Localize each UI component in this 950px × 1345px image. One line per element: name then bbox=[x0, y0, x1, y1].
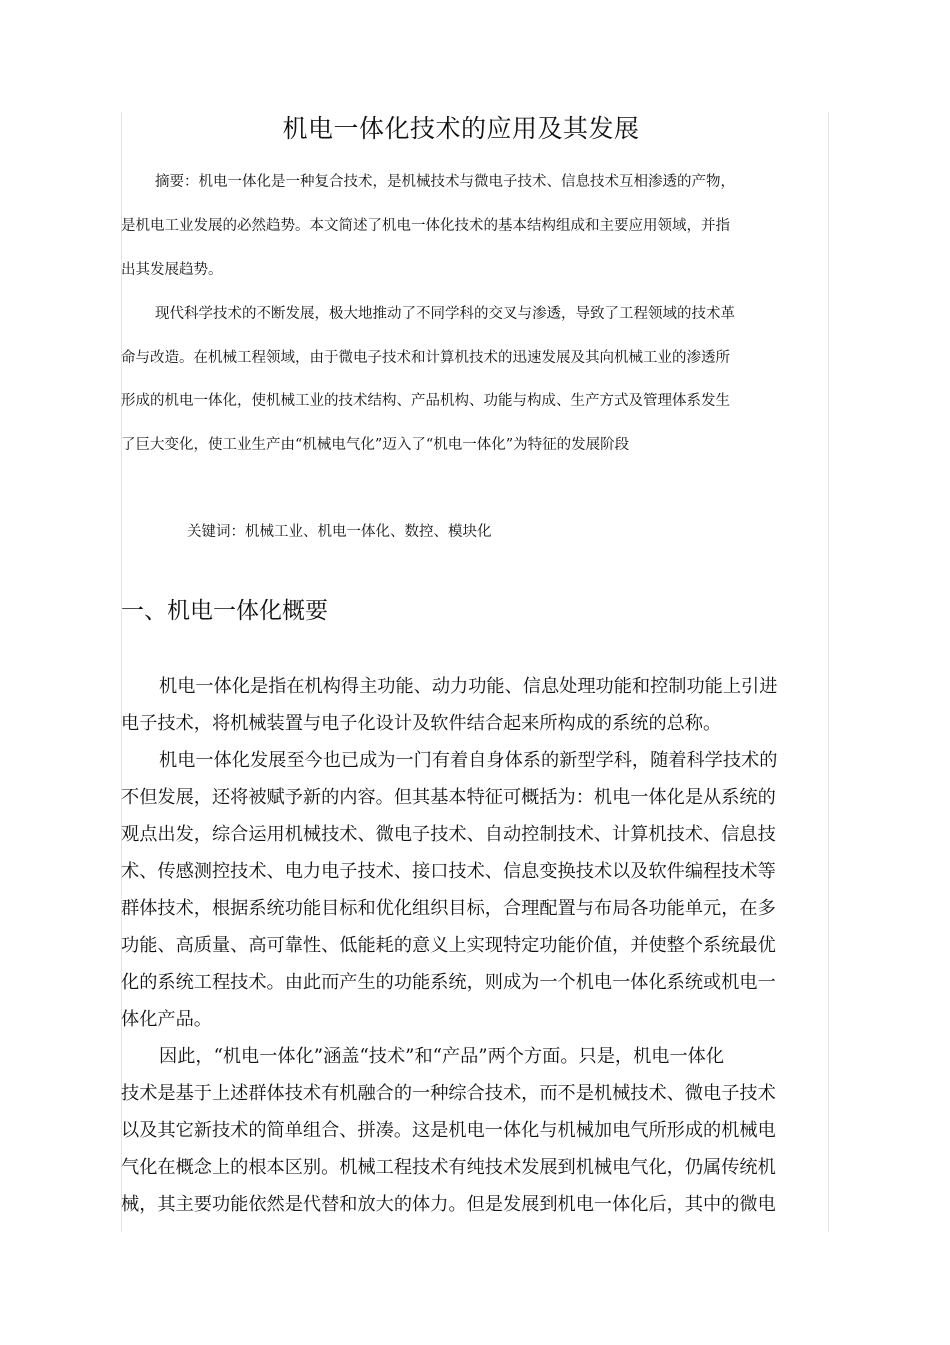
body-line: 械，其主要功能依然是代替和放大的体力。但是发展到机电一体化后，其中的微电 bbox=[121, 1194, 776, 1215]
body-line: 以及其它新技术的简单组合、拼凑。这是机电一体化与机械加电气所形成的机械电 bbox=[121, 1120, 776, 1141]
abstract-line: 出其发展趋势。 bbox=[121, 262, 223, 278]
body-line: 化的系统工程技术。由此而产生的功能系统，则成为一个机电一体化系统或机电一 bbox=[121, 972, 776, 993]
intro-line: 现代科学技术的不断发展，极大地推动了不同学科的交叉与渗透，导致了工程领域的技术革 bbox=[155, 306, 735, 322]
abstract-line: 摘要：机电一体化是一种复合技术，是机械技术与微电子技术、信息技术互相渗透的产物， bbox=[155, 174, 735, 190]
body-line: 群体技术，根据系统功能目标和优化组织目标，合理配置与布局各功能单元，在多 bbox=[121, 898, 776, 919]
body-line: 术、传感测控技术、电力电子技术、接口技术、信息变换技术以及软件编程技术等 bbox=[121, 861, 776, 882]
keywords-line: 关键词：机械工业、机电一体化、数控、模块化 bbox=[187, 524, 492, 540]
body-line: 机电一体化是指在机构得主功能、动力功能、信息处理功能和控制功能上引进 bbox=[159, 676, 778, 697]
intro-line: 命与改造。在机械工程领域，由于微电子技术和计算机技术的迅速发展及其向机械工业的渗透所 bbox=[121, 350, 730, 366]
left-margin-rule bbox=[121, 112, 122, 1232]
body-line: 电子技术，将机械装置与电子化设计及软件结合起来所构成的系统的总称。 bbox=[121, 713, 722, 734]
body-line: 观点出发，综合运用机械技术、微电子技术、自动控制技术、计算机技术、信息技 bbox=[121, 824, 776, 845]
body-line: 因此，“机电一体化”涵盖“技术”和“产品”两个方面。只是，机电一体化 bbox=[159, 1046, 725, 1067]
abstract-line: 是机电工业发展的必然趋势。本文简述了机电一体化技术的基本结构组成和主要应用领域，并指 bbox=[121, 218, 730, 234]
body-line: 技术是基于上述群体技术有机融合的一种综合技术，而不是机械技术、微电子技术 bbox=[121, 1083, 776, 1104]
body-line: 体化产品。 bbox=[121, 1009, 212, 1030]
body-line: 功能、高质量、高可靠性、低能耗的意义上实现特定功能价值，并使整个系统最优 bbox=[121, 935, 776, 956]
body-line: 机电一体化发展至今也已成为一门有着自身体系的新型学科，随着科学技术的 bbox=[159, 750, 778, 771]
right-margin-rule bbox=[828, 112, 829, 1232]
intro-line: 了巨大变化，使工业生产由“机械电气化”迈入了“机电一体化”为特征的发展阶段 bbox=[121, 437, 630, 453]
body-line: 不但发展，还将被赋予新的内容。但其基本特征可概括为：机电一体化是从系统的 bbox=[121, 787, 776, 808]
section-heading: 一、机电一体化概要 bbox=[121, 598, 328, 624]
document-title: 机电一体化技术的应用及其发展 bbox=[282, 114, 640, 143]
body-line: 气化在概念上的根本区别。机械工程技术有纯技术发展到机械电气化，仍属传统机 bbox=[121, 1157, 776, 1178]
intro-line: 形成的机电一体化，使机械工业的技术结构、产品机构、功能与构成、生产方式及管理体系发生 bbox=[121, 393, 730, 409]
